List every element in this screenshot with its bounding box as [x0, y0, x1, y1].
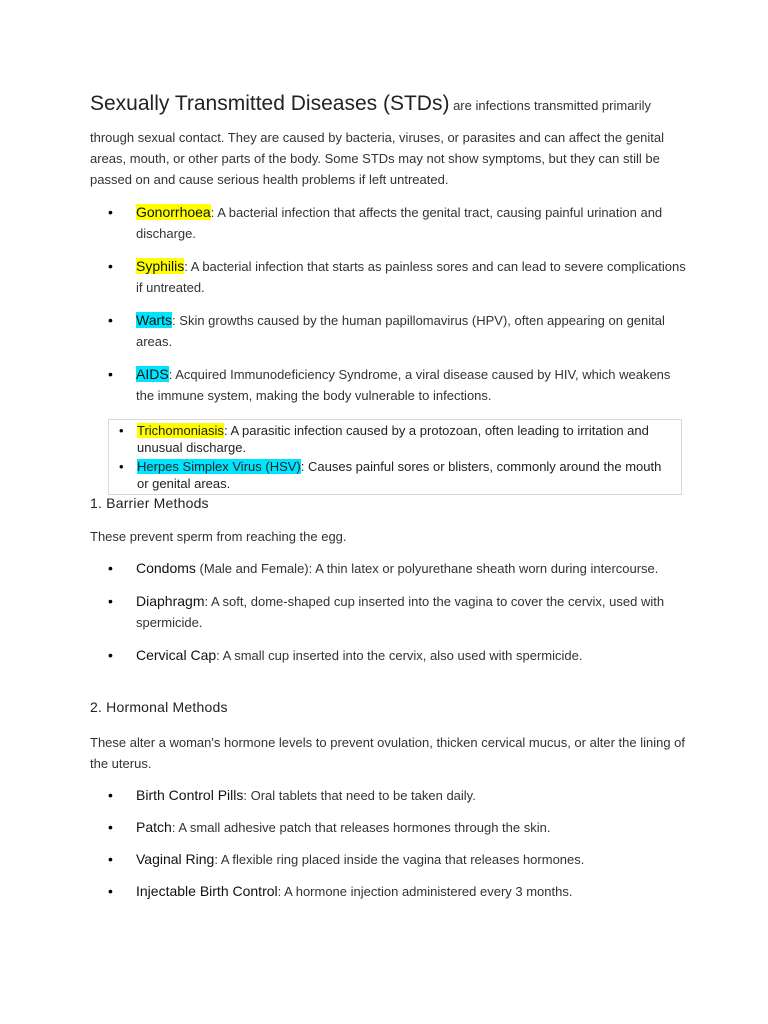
- list-item: [90, 645, 690, 666]
- barrier-list: [90, 558, 690, 666]
- document-title: Sexually Transmitted Diseases (STDs): [90, 92, 450, 115]
- std-desc: : Skin growths caused by the human papillomavirus (HPV), often appearing on genital areas.: [136, 313, 665, 349]
- list-item: [90, 817, 690, 838]
- std-term-trichomoniasis: Trichomoniasis: [137, 423, 224, 438]
- list-item: [109, 458, 675, 492]
- list-item: [90, 256, 690, 298]
- method-desc: (Male and Female): A thin latex or polyurethane sheath worn during intercourse.: [195, 561, 659, 576]
- std-term-aids: AIDS: [136, 366, 169, 382]
- barrier-intro: These prevent sperm from reaching the egg.: [90, 529, 347, 544]
- bullet-icon: •: [108, 647, 113, 663]
- std-list: [90, 202, 690, 406]
- hormonal-intro: These alter a woman's hormone levels to prevent ovulation, thicken cervical mucus, or alter the lining of the uterus.: [90, 735, 685, 771]
- bullet-icon: •: [119, 423, 124, 438]
- method-desc: : A small cup inserted into the cervix, also used with spermicide.: [216, 648, 583, 663]
- bullet-icon: •: [108, 851, 113, 867]
- std-term-hsv: Herpes Simplex Virus (HSV): [137, 459, 301, 474]
- list-item: [90, 364, 690, 406]
- method-term: Injectable Birth Control: [136, 883, 278, 899]
- method-term: Condoms: [136, 560, 196, 576]
- list-item: [90, 310, 690, 352]
- std-desc: : A bacterial infection that starts as painless sores and can lead to severe complications if untreated.: [136, 259, 686, 295]
- bullet-icon: •: [108, 312, 113, 328]
- list-item: [90, 881, 690, 902]
- title-continuation: are infections transmitted primarily: [449, 98, 652, 113]
- bullet-icon: •: [108, 204, 113, 220]
- bullet-icon: •: [108, 258, 113, 274]
- list-item: [109, 422, 675, 456]
- barrier-methods-heading: 1. Barrier Methods: [90, 495, 209, 511]
- hormonal-list: [90, 785, 690, 902]
- list-item: [90, 202, 690, 244]
- std-desc: : Acquired Immunodeficiency Syndrome, a viral disease caused by HIV, which weakens the immune system, making the body vulnerable to infections.: [136, 367, 671, 403]
- method-desc: : A soft, dome-shaped cup inserted into the vagina to cover the cervix, used with spermicide.: [136, 594, 665, 630]
- list-item: [90, 849, 690, 870]
- bullet-icon: •: [108, 819, 113, 835]
- method-desc: : A small adhesive patch that releases hormones through the skin.: [171, 820, 551, 835]
- method-desc: : A flexible ring placed inside the vagina that releases hormones.: [214, 852, 585, 867]
- method-desc: : Oral tablets that need to be taken daily.: [243, 788, 476, 803]
- method-term: Birth Control Pills: [136, 787, 244, 803]
- bullet-icon: •: [108, 883, 113, 899]
- std-desc: : A parasitic infection caused by a protozoan, often leading to irritation and unusual discharge.: [137, 423, 649, 455]
- list-item: [90, 558, 690, 579]
- list-item: [90, 591, 690, 633]
- method-term: Patch: [136, 819, 172, 835]
- method-term: Diaphragm: [136, 593, 205, 609]
- std-desc: : Causes painful sores or blisters, commonly around the mouth or genital areas.: [137, 459, 662, 491]
- std-desc: : A bacterial infection that affects the genital tract, causing painful urination and discharge.: [136, 205, 663, 241]
- method-term: Cervical Cap: [136, 647, 217, 663]
- bullet-icon: •: [108, 560, 113, 576]
- std-term-warts: Warts: [136, 312, 173, 328]
- bullet-icon: •: [108, 787, 113, 803]
- bullet-icon: •: [108, 366, 113, 382]
- boxed-std-list: [108, 419, 682, 495]
- intro-title-line: [90, 92, 690, 116]
- bullet-icon: •: [108, 593, 113, 609]
- std-term-gonorrhoea: Gonorrhoea: [136, 204, 211, 220]
- bullet-icon: •: [119, 459, 124, 474]
- method-desc: : A hormone injection administered every 3 months.: [277, 884, 573, 899]
- method-term: Vaginal Ring: [136, 851, 215, 867]
- list-item: [90, 785, 690, 806]
- intro-paragraph: through sexual contact. They are caused by bacteria, viruses, or parasites and can affect the genital areas, mouth, or other parts of the body. Some STDs may not show symptoms, but they can still be passed on and cause serious health problems if left untreated.: [90, 130, 665, 187]
- hormonal-methods-heading: 2. Hormonal Methods: [90, 699, 228, 715]
- std-term-syphilis: Syphilis: [136, 258, 185, 274]
